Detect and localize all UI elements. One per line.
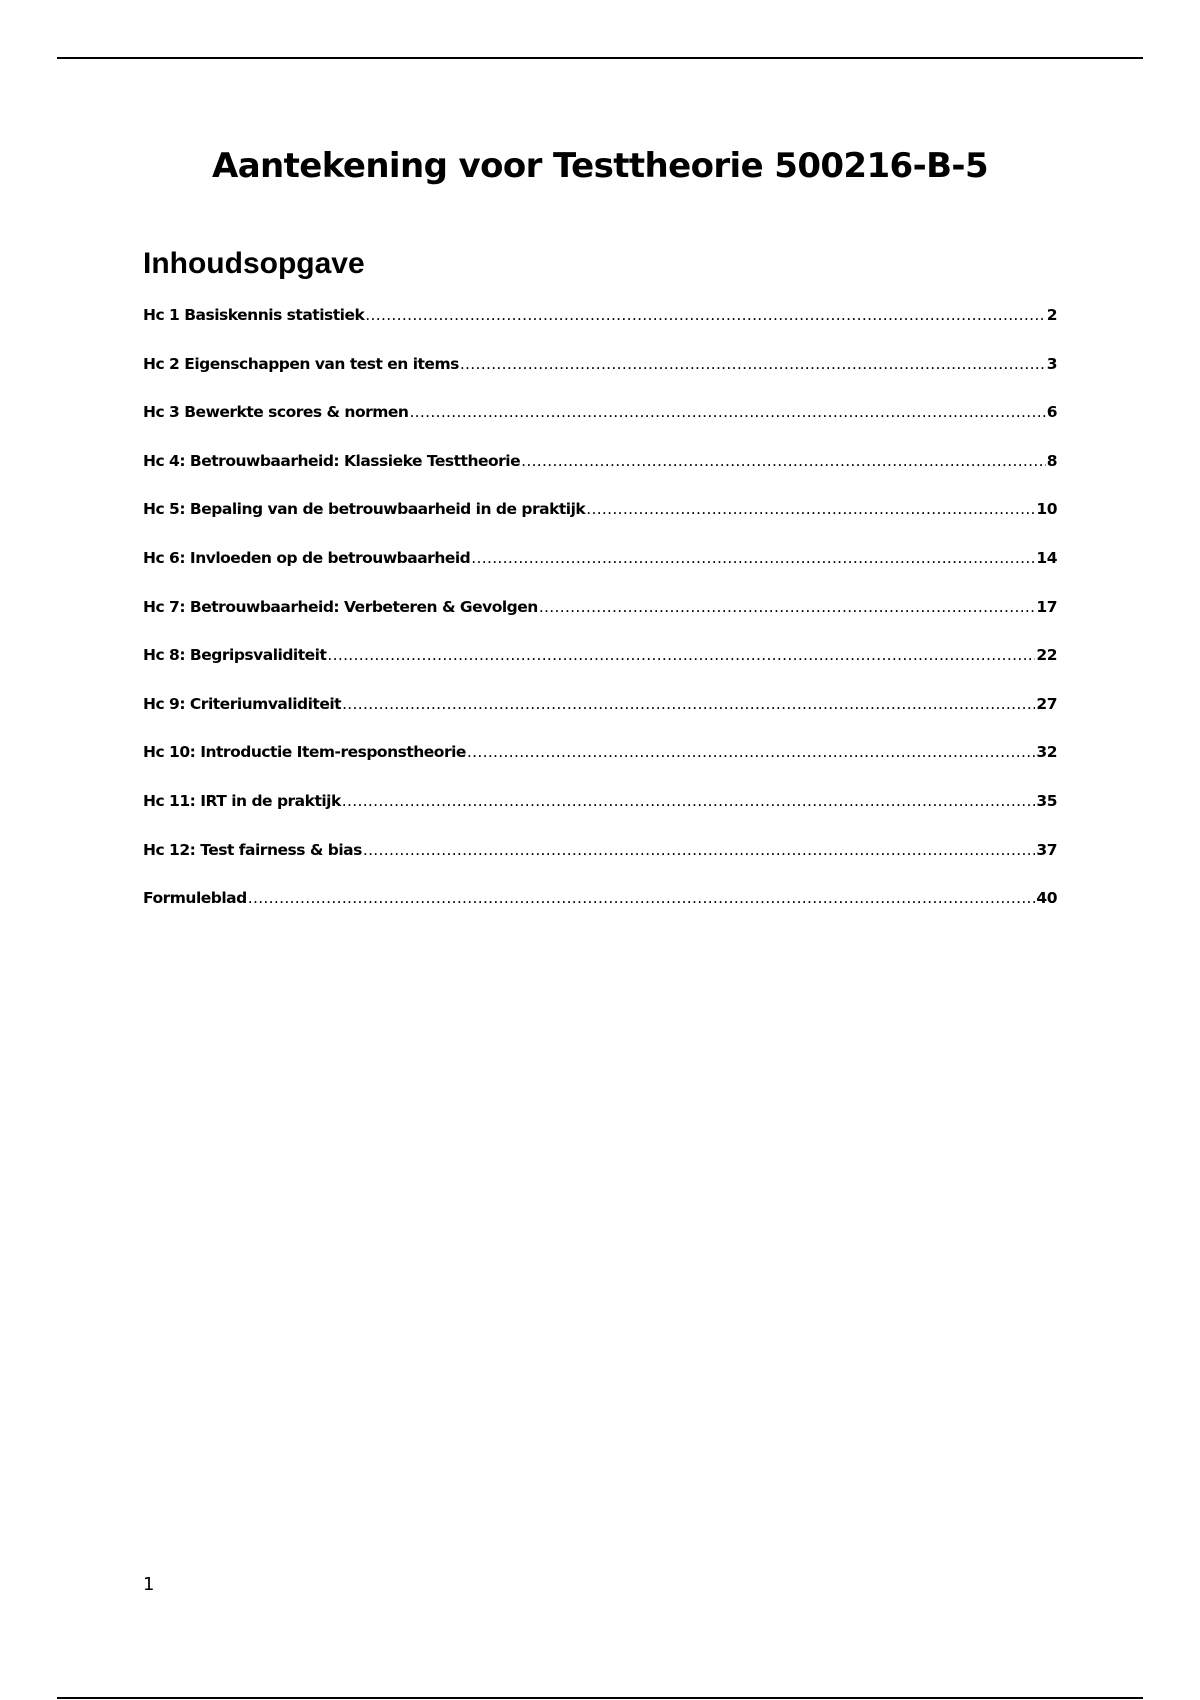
document-title: Aantekening voor Testtheorie 500216-B-5 (211, 146, 988, 186)
toc-dot-leader (363, 841, 1036, 859)
toc-entry-label: Hc 3 Bewerkte scores & normen (143, 403, 409, 422)
toc-dot-leader (248, 889, 1036, 907)
toc-dot-leader (539, 598, 1036, 616)
toc-dot-leader (521, 452, 1046, 470)
toc-dot-leader (471, 549, 1035, 567)
table-of-contents (143, 306, 1057, 938)
toc-entry-page: 35 (1036, 791, 1057, 810)
toc-entry-page: 32 (1036, 743, 1057, 762)
toc-entry-label: Hc 4: Betrouwbaarheid: Klassieke Testtheorie (143, 451, 521, 470)
toc-entry[interactable] (143, 792, 1057, 841)
toc-entry-page: 2 (1046, 306, 1057, 324)
toc-entry-page: 40 (1036, 889, 1057, 908)
toc-dot-leader (409, 403, 1045, 421)
toc-entry[interactable] (143, 598, 1057, 647)
toc-entry-label: Hc 10: Introductie Item-responstheorie (143, 743, 466, 762)
toc-dot-leader (460, 355, 1046, 373)
toc-dot-leader (586, 500, 1035, 518)
toc-dot-leader (327, 646, 1035, 664)
toc-entry-label: Hc 6: Invloeden op de betrouwbaarheid (143, 548, 471, 567)
toc-dot-leader (342, 792, 1036, 810)
toc-entry[interactable] (143, 646, 1057, 695)
page-number: 1 (143, 1574, 155, 1595)
toc-entry-label: Hc 5: Bepaling van de betrouwbaarheid in de praktijk (143, 500, 586, 519)
toc-entry[interactable] (143, 743, 1057, 792)
header-rule (57, 57, 1143, 59)
toc-entry[interactable] (143, 452, 1057, 501)
toc-entry-label: Hc 12: Test fairness & bias (143, 840, 362, 859)
toc-entry-label: Hc 8: Begripsvaliditeit (143, 646, 327, 665)
toc-entry-page: 6 (1046, 403, 1057, 422)
toc-entry[interactable] (143, 695, 1057, 744)
toc-entry-label: Hc 1 Basiskennis statistiek (143, 306, 365, 324)
toc-entry-page: 22 (1036, 646, 1057, 665)
toc-entry-page: 17 (1036, 597, 1057, 616)
toc-entry-page: 27 (1036, 694, 1057, 713)
toc-entry[interactable] (143, 549, 1057, 598)
toc-entry-label: Hc 11: IRT in de praktijk (143, 791, 341, 810)
toc-dot-leader (467, 743, 1036, 761)
toc-entry[interactable] (143, 889, 1057, 938)
toc-dot-leader (342, 695, 1035, 713)
toc-entry-page: 3 (1046, 354, 1057, 373)
toc-entry[interactable] (143, 500, 1057, 549)
toc-entry[interactable] (143, 355, 1057, 404)
toc-entry[interactable] (143, 841, 1057, 890)
toc-entry-page: 10 (1036, 500, 1057, 519)
toc-entry-label: Hc 7: Betrouwbaarheid: Verbeteren & Gevolgen (143, 597, 538, 616)
toc-entry-page: 8 (1046, 451, 1057, 470)
toc-entry-page: 37 (1036, 840, 1057, 859)
toc-entry[interactable] (143, 306, 1057, 355)
toc-entry[interactable] (143, 403, 1057, 452)
toc-entry-label: Hc 9: Criteriumvaliditeit (143, 694, 342, 713)
toc-heading: Inhoudsopgave (143, 247, 365, 280)
toc-entry-label: Formuleblad (143, 889, 247, 908)
toc-dot-leader (365, 306, 1045, 324)
footer-rule (57, 1697, 1143, 1699)
toc-entry-label: Hc 2 Eigenschappen van test en items (143, 354, 459, 373)
toc-entry-page: 14 (1036, 548, 1057, 567)
